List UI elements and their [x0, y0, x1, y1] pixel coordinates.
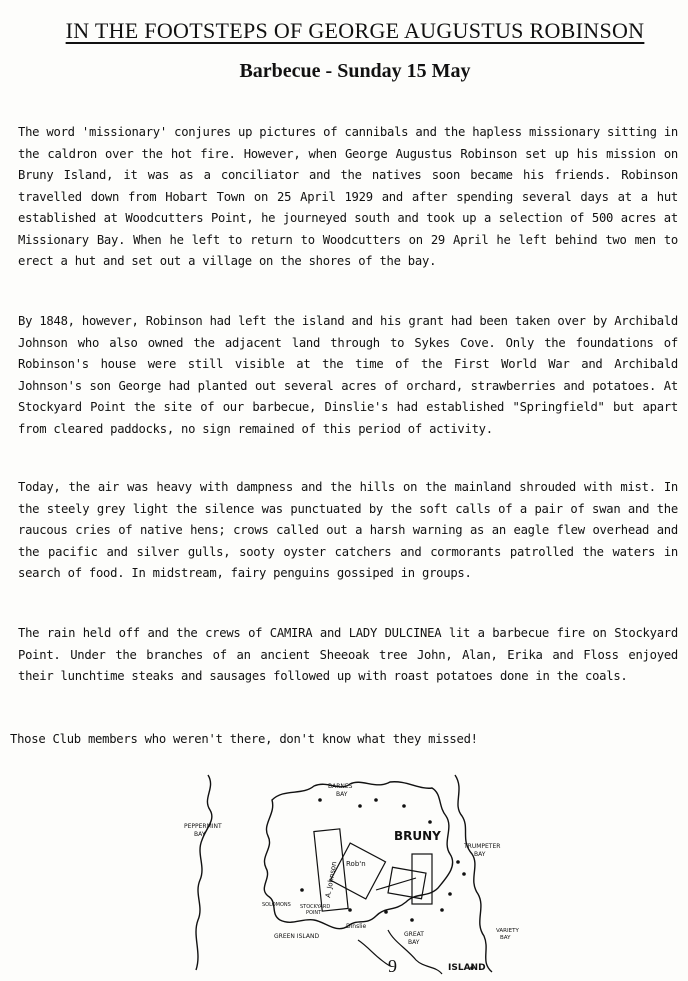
svg-text:Rob'n: [346, 860, 366, 868]
map-label-bruny: BRUNY: [394, 829, 441, 843]
svg-text:BAY: [408, 939, 420, 946]
svg-text:Dinslie: [346, 923, 367, 930]
paragraph-1: The word 'missionary' conjures up pictures of cannibals and the hapless missionary sitting in the caldron over the hot fire. However, when George Augustus Robinson set up his mission on Bruny Island, it was as a conciliator and the natives soon became his friends. Robinson travelled down from Hobart Town on 25 April 1929 and after spending several days at a hut established at Woodcutters Point, he journeyed south and took up a selection of 500 acres at Missionary Bay. When he left to return to Woodcutters on 29 April he left behind two men to erect a hut and set out a village on the shores of the bay.: [18, 125, 678, 268]
map-label-a-johnson: A. Johnson: [324, 860, 339, 899]
svg-text:TRUMPETER: [463, 843, 500, 850]
map-label-robinson: Rob'n: [346, 860, 366, 868]
bruny-island-sketch-map: [180, 770, 530, 975]
svg-text:BAY: [474, 851, 486, 858]
map-label-great-bay: GREAT: [404, 931, 424, 938]
paragraph-3: Today, the air was heavy with dampness and the hills on the mainland shrouded with mist. In the steely grey light the silence was punctuated by the soft calls of a pair of swan and the raucous cries of native hens; crows called out a harsh warning as an eagle flew overhead and the pacific and silver gulls, sooty oyster catchers and cormorants patrolled the waters in search of food. In midstream, fairy penguins gossiped in groups.: [18, 480, 678, 580]
map-label-variety-bay: VARIETY: [496, 928, 519, 934]
svg-text:VARIETY: [496, 928, 519, 934]
svg-text:SOLOMONS: [262, 902, 291, 908]
map-label-island: ISLAND: [448, 963, 486, 973]
map-label-peppermint-bay: PEPPERMINT: [184, 823, 222, 830]
map-label-variety-bay-2: BAY: [500, 935, 511, 941]
east-coastline: [455, 775, 492, 972]
svg-text:A. Johnson: [324, 861, 338, 899]
map-label-solomons: SOLOMONS: [262, 902, 291, 908]
bruny-island-outline: [264, 782, 452, 929]
svg-text:POINT: [306, 910, 322, 916]
map-label-trumpeter-bay: TRUMPETER: [464, 843, 501, 850]
article-title: IN THE FOOTSTEPS OF GEORGE AUGUSTUS ROBINSON: [65, 18, 645, 43]
svg-text:ISLAND: [448, 963, 486, 973]
south-shore: [358, 940, 390, 966]
page-number: 9: [388, 956, 397, 976]
map-label-dinslie: Dinslie: [346, 923, 367, 930]
springfield-lot: [388, 867, 426, 899]
map-label-trumpeter-bay-2: BAY: [474, 851, 486, 858]
svg-text:BAY: [500, 935, 511, 941]
paragraph-5: Those Club members who weren't there, don't know what they missed!: [10, 732, 478, 746]
svg-text:BRUNY: [394, 829, 441, 843]
mainland-coastline: [196, 775, 212, 970]
paragraph-2: By 1848, however, Robinson had left the island and his grant had been taken over by Archibald Johnson who also owned the adjacent land through to Sykes Cove. Only the foundations of Robinson's house were still visible at the time of the First World War and Archibald Johnson's son George had planted out several acres of orchard, strawberries and potatoes. At Stockyard Point the site of our barbecue, Dinslie's had established "Springfield" but apart from cleared paddocks, no sign remained of this period of activity.: [18, 314, 678, 436]
article-subtitle: Barbecue - Sunday 15 May: [239, 60, 471, 82]
svg-text:BARNES: [328, 783, 353, 790]
svg-text:BAY: [336, 791, 348, 798]
map-label-peppermint-bay-2: BAY: [194, 831, 206, 838]
map-label-great-bay-2: BAY: [408, 939, 420, 946]
map-label-barnes-bay: BARNES: [328, 783, 353, 790]
boundary-line: [376, 878, 416, 890]
map-label-stockyard-point: STOCKYARD: [300, 904, 331, 910]
svg-text:GREEN ISLAND: [274, 933, 319, 940]
paragraph-4: The rain held off and the crews of CAMIRA and LADY DULCINEA lit a barbecue fire on Stockyard Point. Under the branches of an ancient Sheeoak tree John, Alan, Erika and Floss enjoyed their lunchtime steaks and sausages followed up with roast potatoes done in the coals.: [18, 626, 678, 683]
svg-text:BAY: [194, 831, 206, 838]
svg-text:GREAT: [404, 931, 424, 938]
map-label-stockyard-point-2: POINT: [306, 910, 322, 916]
map-label-green-island: GREEN ISLAND: [274, 933, 320, 940]
robinson-grant: [330, 843, 385, 899]
map-label-barnes-bay-2: BAY: [336, 791, 348, 798]
